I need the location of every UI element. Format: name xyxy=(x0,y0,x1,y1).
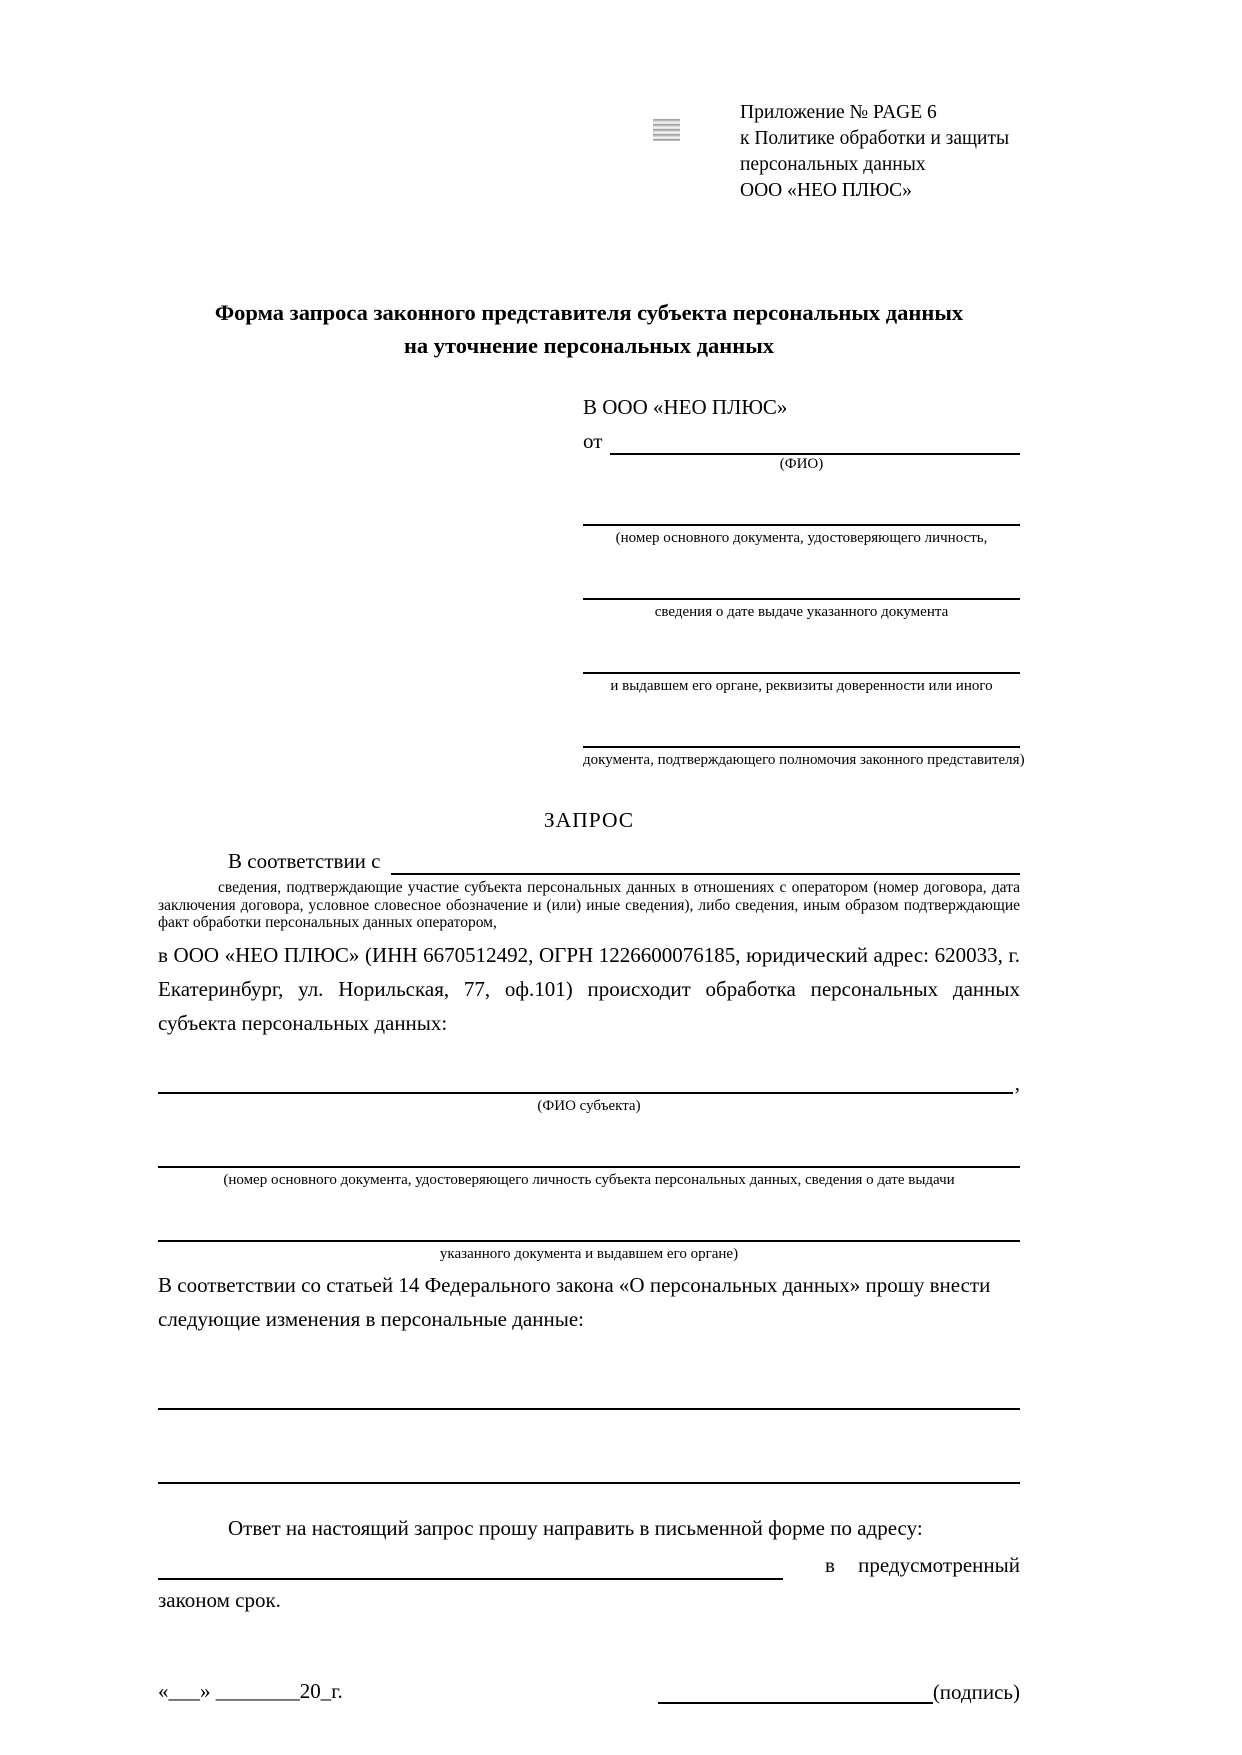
changes-fill-line-2 xyxy=(158,1456,1020,1484)
appendix-header xyxy=(740,100,1040,204)
from-row xyxy=(583,427,1020,455)
signature-fill-line xyxy=(658,1678,933,1704)
reply-word-1: в xyxy=(825,1552,835,1577)
addressee-company: В ООО «НЕО ПЛЮС» xyxy=(583,395,788,419)
subject-doc-fill-line-2 xyxy=(158,1214,1020,1242)
subject-fio-fill-line xyxy=(158,1066,1013,1094)
subject-doc-caption-1: (номер основного документа, удостоверяющего личность субъекта персональных данных, сведения о дате выдачи xyxy=(223,1171,955,1188)
changes-fill-line-1 xyxy=(158,1382,1020,1410)
basis-fill-line xyxy=(391,847,1021,875)
form-title-line-2: на уточнение персональных данных xyxy=(403,333,775,358)
representative-doc-row-1 xyxy=(583,498,1020,548)
fine-print-caption: сведения, подтверждающие участие субъекта персональных данных в отношениях с оператором (номер договора, дата заключения договора, условное словесное обозначение и (или) иные сведения), либо сведения, иным образом подтверждающие факт обработки персональных данных оператором, xyxy=(158,879,1020,931)
operator-paragraph: в ООО «НЕО ПЛЮС» (ИНН 6670512492, ОГРН 1226600076185, юридический адрес: 620033, г. Екатеринбург, ул. Норильская, 77, оф.101) происходит обработка персональных данных субъекта персональных данных: xyxy=(158,942,1020,1035)
company-name-line: ООО «НЕО ПЛЮС» xyxy=(740,180,912,201)
blurred-field-code-icon xyxy=(653,119,680,141)
representative-doc-caption-2: сведения о дате выдаче указанного документа xyxy=(654,604,949,620)
policy-line-1: к Политике обработки и защиты xyxy=(740,128,1010,149)
reply-address-fill-line xyxy=(158,1554,783,1580)
representative-doc-fill-line-4 xyxy=(583,720,1020,748)
subject-doc-row-1 xyxy=(158,1140,1020,1190)
subject-doc-row-2 xyxy=(158,1214,1020,1264)
form-title xyxy=(158,296,1020,362)
signature-group xyxy=(658,1678,1020,1704)
subject-doc-fill-line-1 xyxy=(158,1140,1020,1168)
signature-caption: (подпись) xyxy=(932,1679,1020,1704)
policy-line-2: персональных данных xyxy=(740,154,926,175)
addressee-block xyxy=(583,392,1025,770)
subject-fio-row xyxy=(158,1066,1020,1094)
representative-doc-row-3 xyxy=(583,646,1020,696)
footer-row xyxy=(158,1678,1020,1704)
representative-doc-fill-line-2 xyxy=(583,572,1020,600)
representative-fio-fill-line xyxy=(610,427,1020,455)
representative-doc-row-4 xyxy=(583,720,1025,770)
subject-doc-caption-2: указанного документа и выдавшем его органе) xyxy=(439,1245,739,1262)
request-heading: ЗАПРОС xyxy=(543,808,635,832)
representative-doc-fill-line-1 xyxy=(583,498,1020,526)
subject-fio-caption: (ФИО субъекта) xyxy=(537,1097,641,1114)
reply-word-2: предусмотренный xyxy=(858,1552,1020,1577)
law-paragraph: В соответствии со статьей 14 Федерального закона «О персональных данных» прошу внести следующие изменения в персональные данные: xyxy=(158,1272,991,1331)
reply-address-row xyxy=(158,1550,1020,1580)
reply-paragraph: Ответ на настоящий запрос прошу направить в письменной форме по адресу: xyxy=(228,1515,923,1540)
date-field: «___» ________20_г. xyxy=(158,1678,343,1703)
intro-label: В соответствии с xyxy=(228,849,381,873)
document-content xyxy=(158,100,1025,1704)
representative-doc-fill-line-3 xyxy=(583,646,1020,674)
representative-doc-caption-3: и выдавшем его органе, реквизиты доверенности или иного xyxy=(610,678,993,694)
subject-comma: , xyxy=(1014,1070,1020,1095)
from-label: от xyxy=(583,429,603,453)
form-title-line-1: Форма запроса законного представителя субъекта персональных данных xyxy=(214,300,964,325)
fio-caption: (ФИО) xyxy=(779,456,824,472)
representative-doc-caption-4: документа, подтверждающего полномочия законного представителя) xyxy=(583,752,1025,768)
representative-doc-caption-1: (номер основного документа, удостоверяющего личность, xyxy=(615,530,988,546)
intro-row xyxy=(158,847,1020,875)
appendix-number-line: Приложение № PAGE 6 xyxy=(740,102,937,123)
representative-doc-row-2 xyxy=(583,572,1020,622)
reply-closing: законом срок. xyxy=(158,1587,281,1612)
